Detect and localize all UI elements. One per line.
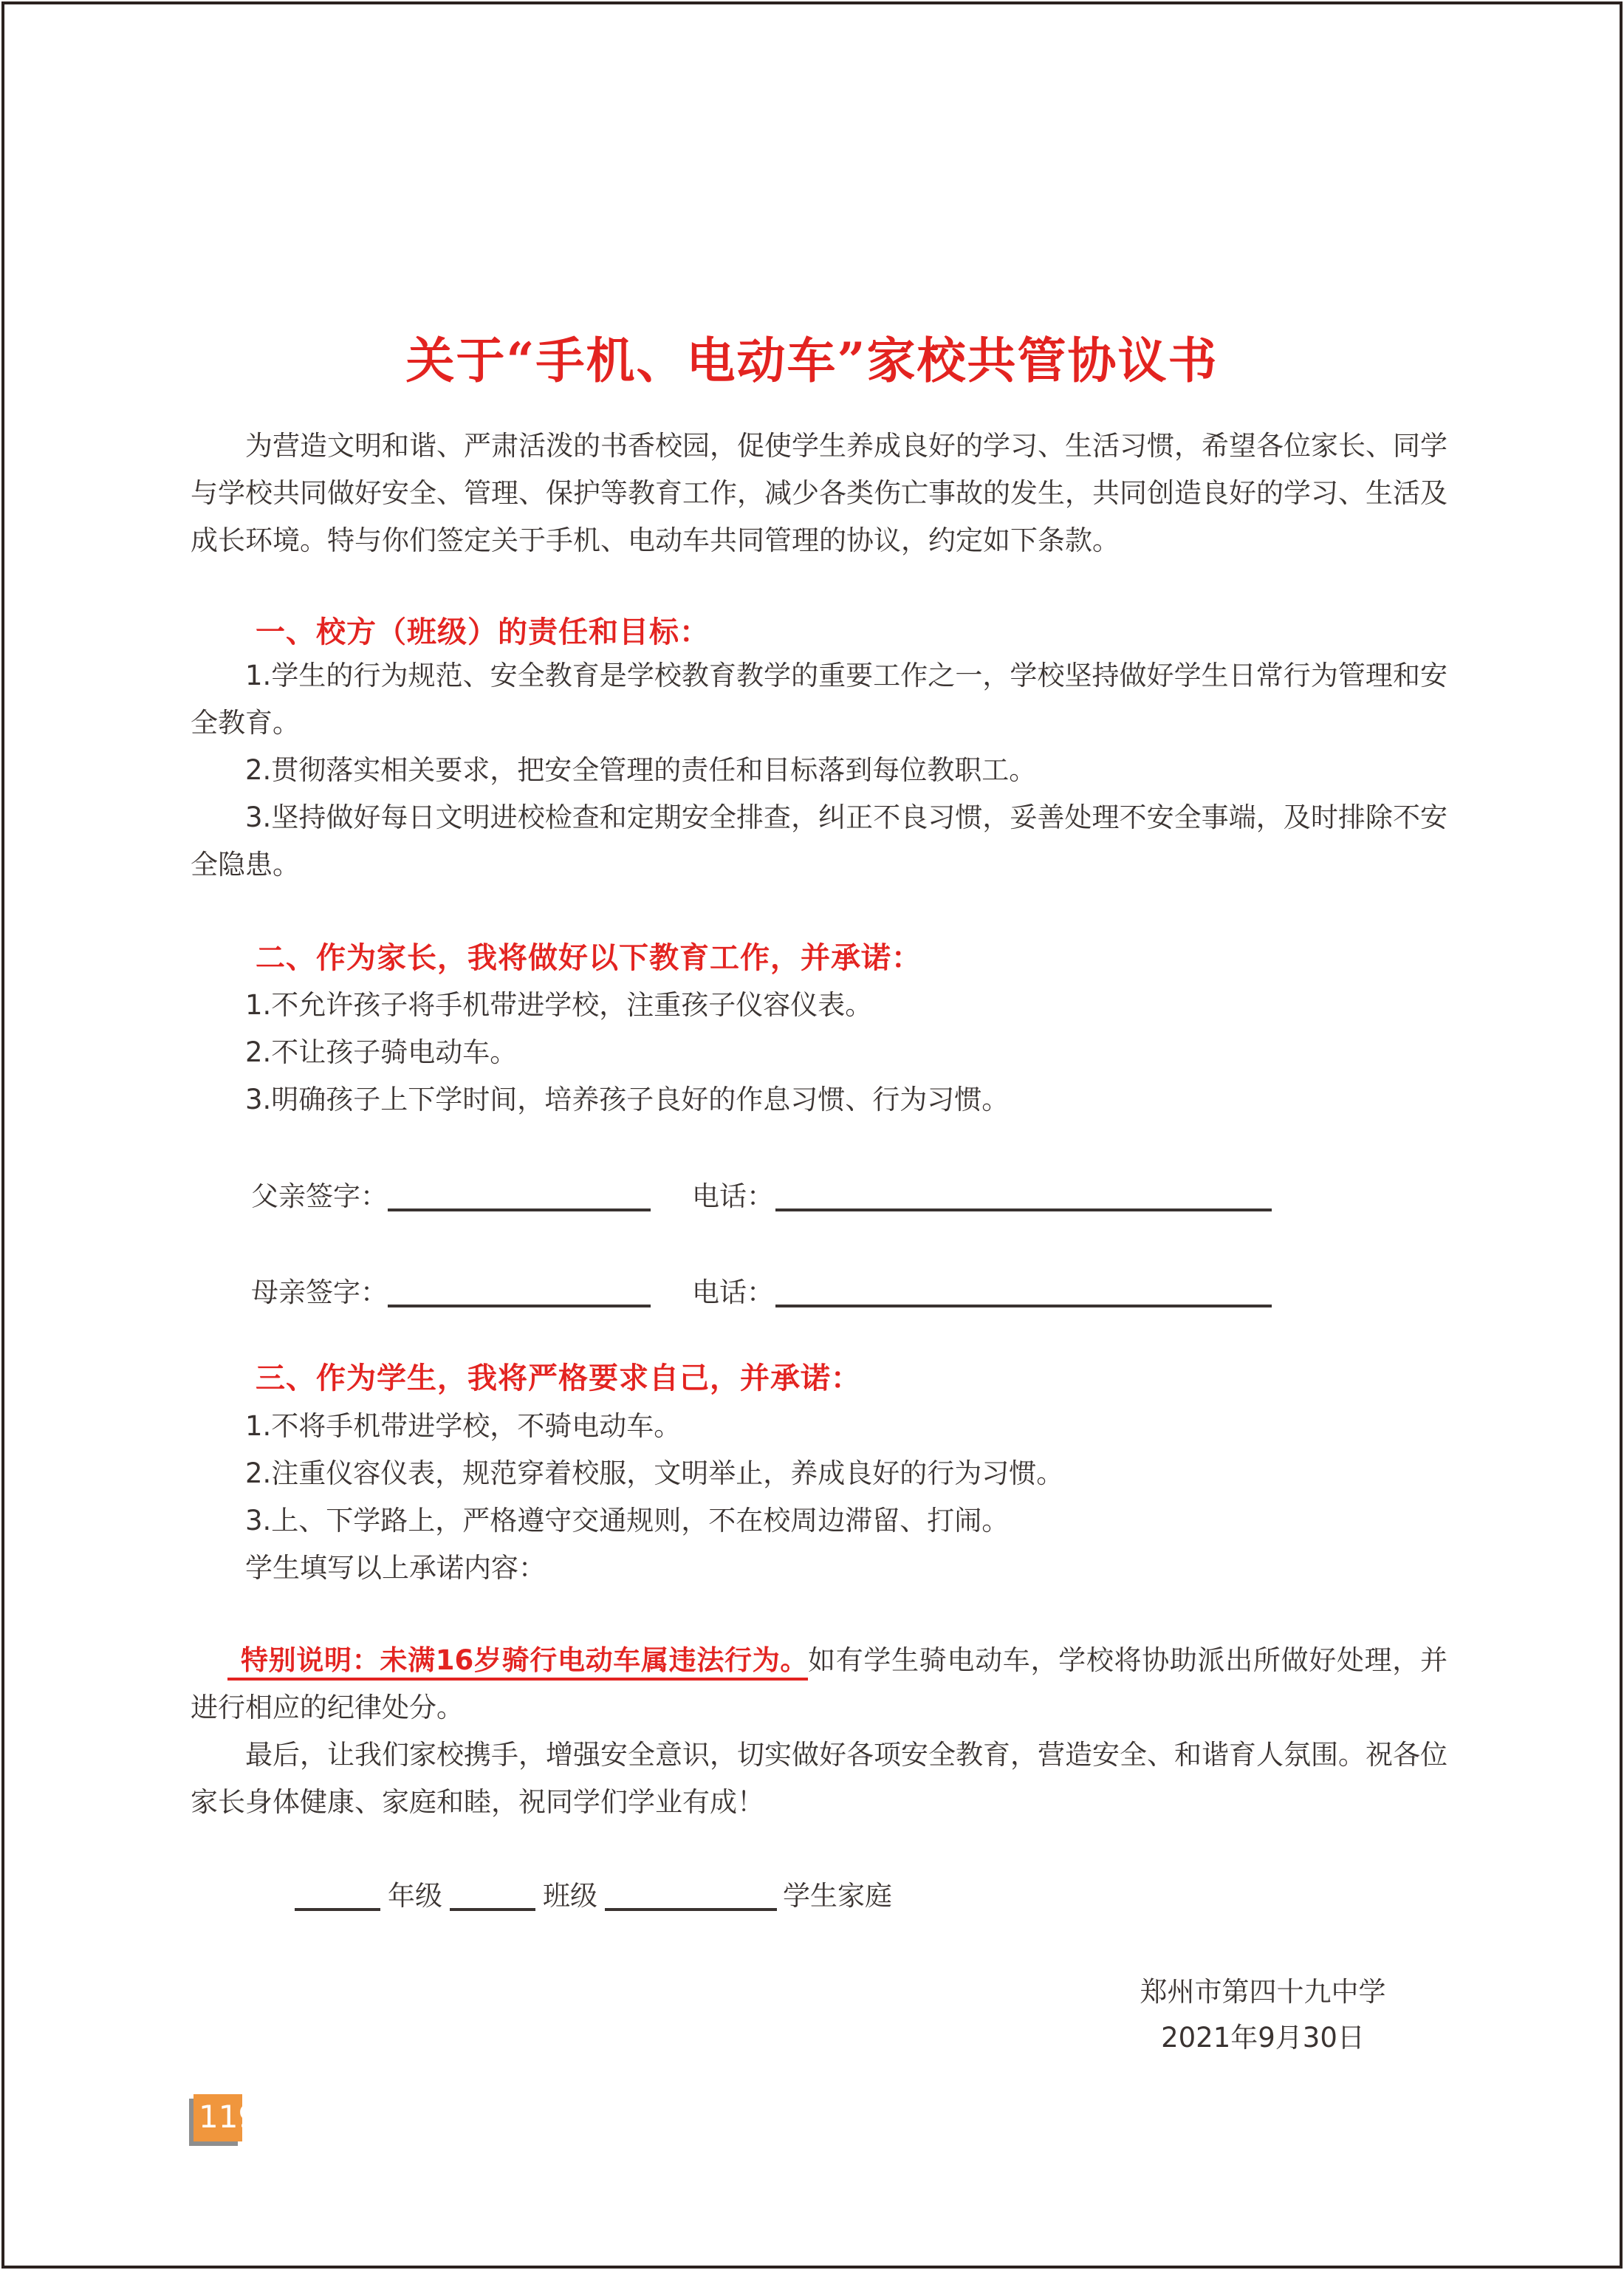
class-blank — [450, 1878, 535, 1911]
closing-section — [191, 1731, 1447, 1826]
grade-label: 年级 — [388, 1880, 442, 1912]
special-note-highlight: 特别说明：未满16岁骑行电动车属违法行为。 — [227, 1644, 808, 1681]
document-title: 关于“手机、电动车”家校共管协议书 — [405, 332, 1219, 390]
section-2-item: 3.明确孩子上下学时间，培养孩子良好的作息习惯、行为习惯。 — [245, 1084, 1010, 1115]
special-note-section — [191, 1637, 1447, 1731]
section-3-heading: 三、作为学生，我将严格要求自己，并承诺： — [256, 1361, 861, 1395]
section-2-item: 2.不让孩子骑电动车。 — [245, 1036, 518, 1068]
mother-phone-blank — [775, 1275, 1272, 1307]
father-signature-label: 父亲签字： — [251, 1180, 388, 1212]
page-number-badge: 119 — [193, 2094, 242, 2141]
section-2-item: 1.不允许孩子将手机带进学校，注重孩子仪容仪表。 — [245, 989, 873, 1021]
family-label: 学生家庭 — [783, 1880, 892, 1912]
section-3-item: 2.注重仪容仪表，规范穿着校服，文明举止，养成良好的行为习惯。 — [245, 1457, 1064, 1489]
footer-signoff — [1034, 1969, 1492, 2061]
special-note-rest: 如有学生骑电动车，学校将协助派出所做好处理，并进行相应的纪律处分。 — [191, 1644, 1447, 1723]
father-signature-row — [251, 1173, 1470, 1220]
section-1-items — [191, 652, 1447, 889]
issue-date: 2021年9月30日 — [1161, 2022, 1365, 2054]
section-3-items — [191, 1403, 1447, 1592]
section-2-items — [191, 982, 1447, 1124]
father-signature-blank — [388, 1179, 651, 1211]
section-2-heading: 二、作为家长，我将做好以下教育工作，并承诺： — [256, 941, 922, 975]
family-blank — [605, 1878, 777, 1911]
intro-section — [191, 423, 1447, 564]
section-3-item: 1.不将手机带进学校，不骑电动车。 — [245, 1410, 682, 1442]
closing-paragraph: 最后，让我们家校携手，增强安全意识，切实做好各项安全教育，营造安全、和谐育人氛围。祝各位家长身体健康、家庭和睦，祝同学们学业有成！ — [191, 1739, 1447, 1818]
mother-signature-row — [251, 1269, 1470, 1316]
special-note-paragraph — [191, 1637, 1447, 1731]
student-fill-prompt: 学生填写以上承诺内容： — [245, 1552, 546, 1584]
section-1-item: 1.学生的行为规范、安全教育是学校教育教学的重要工作之一，学校坚持做好学生日常行为管理和安全教育。 — [191, 660, 1447, 739]
grade-class-row — [295, 1873, 1513, 1919]
section-1-heading: 一、校方（班级）的责任和目标： — [256, 615, 710, 649]
section-1-item: 2.贯彻落实相关要求，把安全管理的责任和目标落到每位教职工。 — [245, 754, 1037, 786]
section-1-item: 3.坚持做好每日文明进校检查和定期安全排查，纠正不良习惯，妥善处理不安全事端，及时排除不安全隐患。 — [191, 801, 1447, 881]
phone-label: 电话： — [692, 1180, 774, 1212]
section-3-item: 3.上、下学路上，严格遵守交通规则，不在校周边滞留、打闹。 — [245, 1505, 1010, 1536]
mother-signature-blank — [388, 1275, 651, 1307]
school-name: 郑州市第四十九中学 — [1140, 1976, 1386, 2008]
intro-paragraph: 为营造文明和谐、严肃活泼的书香校园，促使学生养成良好的学习、生活习惯，希望各位家长、同学与学校共同做好安全、管理、保护等教育工作，减少各类伤亡事故的发生，共同创造良好的学习、生活及成长环境。特与你们签定关于手机、电动车共同管理的协议，约定如下条款。 — [191, 430, 1447, 556]
grade-blank — [295, 1878, 380, 1911]
mother-signature-label: 母亲签字： — [251, 1276, 388, 1308]
class-label: 班级 — [543, 1880, 597, 1912]
father-phone-blank — [775, 1179, 1272, 1211]
phone-label: 电话： — [692, 1276, 774, 1308]
